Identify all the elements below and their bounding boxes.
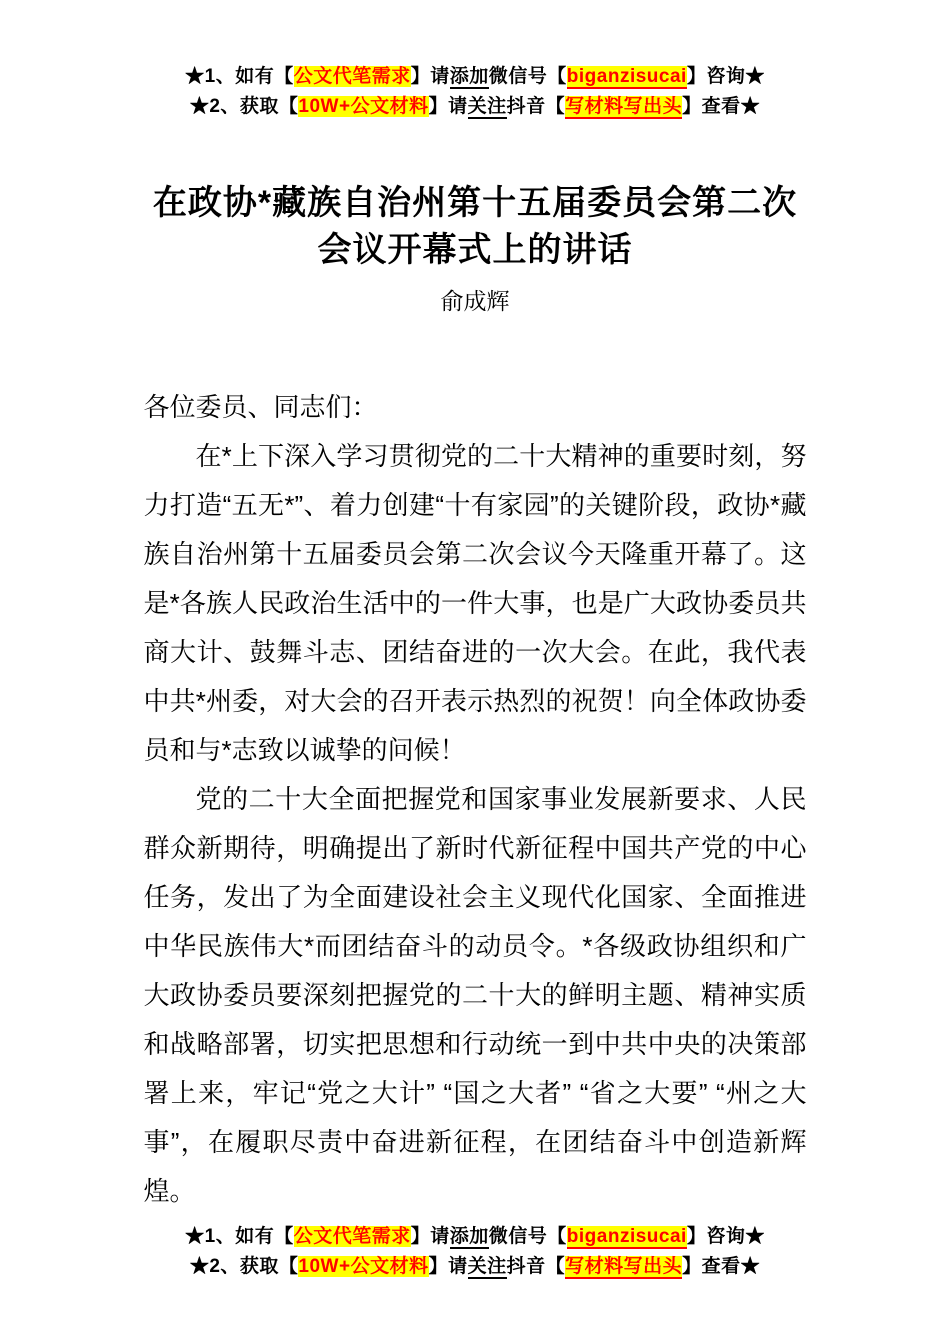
promo-text: 】请	[410, 1226, 450, 1247]
promo-text: 抖音【	[506, 96, 566, 117]
promo-banner-bottom	[0, 1222, 950, 1282]
author-name: 俞成辉	[440, 288, 510, 314]
promo-line-2	[0, 1252, 950, 1282]
promo-underline-follow: 关注	[467, 1256, 507, 1277]
wechat-id: biganzisucai	[566, 66, 687, 87]
body-paragraph-3: 党的二十大全面把握党和国家事业发展新要求、人民群众新期待，明确提出了新时代新征程中国共产党的中心任务，发出了为全面建设社会主义现代化国家、全面推进中华民族伟大*而团结奋斗的动员令。*各级政协组织和广大政协委员要深刻把握党的二十大的鲜明主题、精神实质和战略部署，切实把思想和行动统一到中共中央的决策部署上来，牢记“党之大计” “国之大者” “省之大要” “州之大事”，在履职尽责中奋进新征程，在团结奋斗中创造新辉煌。	[143, 784, 807, 1206]
wechat-id: biganzisucai	[566, 1226, 687, 1247]
body-paragraph-2: 在*上下深入学习贯彻党的二十大精神的重要时刻，努力打造“五无*”、着力创建“十有家园”的关键阶段，政协*藏族自治州第十五届委员会第二次会议今天隆重开幕了。这是*各族人民政治生活中的一件大事，也是广大政协委员共商大计、鼓舞斗志、团结奋进的一次大会。在此，我代表中共*州委，对大会的召开表示热烈的祝贺！向全体政协委员和与*志致以诚挚的问候！	[143, 441, 807, 765]
promo-underline-add: 添加	[449, 66, 489, 87]
document-body	[144, 383, 807, 1216]
promo-text: 微信号【	[488, 1226, 567, 1247]
body-paragraph-1: 各位委员、同志们：	[143, 392, 378, 422]
promo-line-2	[0, 92, 950, 122]
douyin-id: 写材料写出头	[565, 1256, 683, 1277]
promo-highlight-service: 公文代笔需求	[293, 1226, 411, 1247]
promo-text: 】咨询★	[686, 66, 765, 87]
promo-underline-add: 添加	[449, 1226, 489, 1247]
promo-text: ★1、如有【	[185, 1226, 294, 1247]
promo-highlight-service: 公文代笔需求	[293, 66, 411, 87]
promo-text: 抖音【	[506, 1256, 566, 1277]
promo-text: 】请	[410, 66, 450, 87]
promo-line-1	[0, 62, 950, 92]
promo-text: 】查看★	[682, 96, 761, 117]
douyin-id: 写材料写出头	[565, 96, 683, 117]
promo-text: ★2、获取【	[189, 1256, 299, 1277]
promo-text: 】请	[428, 1256, 468, 1277]
promo-text: 微信号【	[488, 66, 567, 87]
promo-highlight-materials: 10W+公文材料	[298, 96, 429, 117]
document-title: 在政协*藏族自治州第十五届委员会第二次会议开幕式上的讲话	[152, 184, 798, 269]
promo-text: ★2、获取【	[189, 96, 299, 117]
promo-banner-top	[0, 62, 950, 122]
promo-highlight-materials: 10W+公文材料	[298, 1256, 429, 1277]
promo-text: 】查看★	[682, 1256, 761, 1277]
promo-text: 】咨询★	[686, 1226, 765, 1247]
promo-line-1	[0, 1222, 950, 1252]
promo-text: 】请	[428, 96, 468, 117]
promo-underline-follow: 关注	[467, 96, 507, 117]
promo-text: ★1、如有【	[185, 66, 294, 87]
